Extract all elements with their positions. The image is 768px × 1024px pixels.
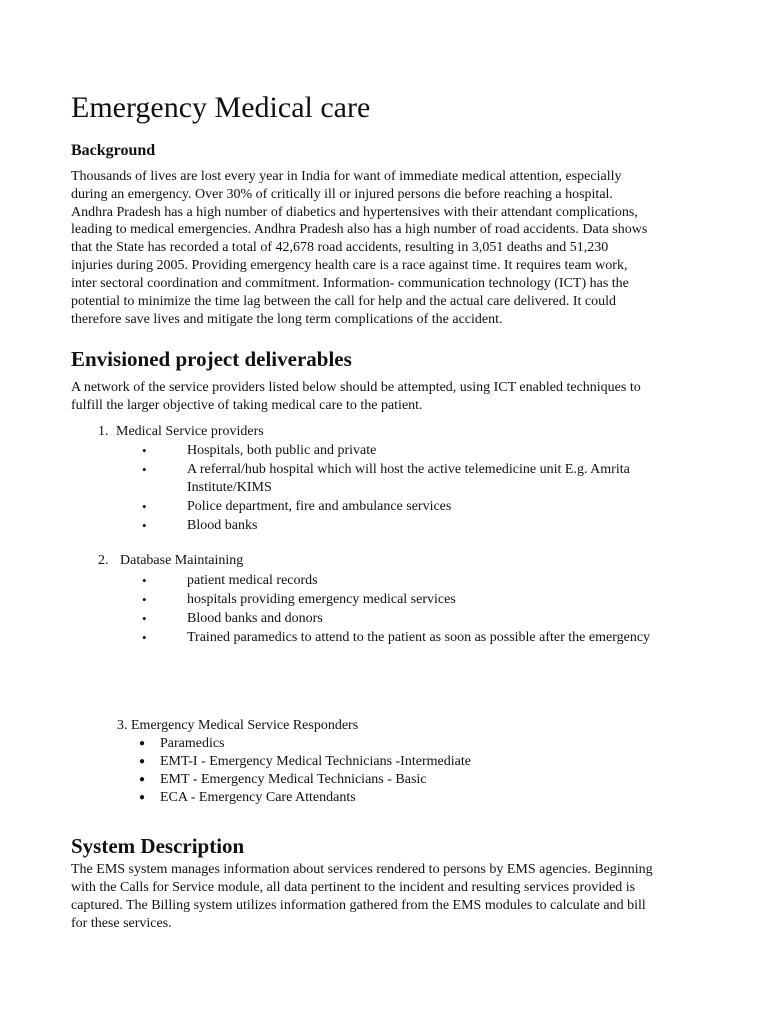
background-heading: Background <box>71 142 156 159</box>
background-line: Thousands of lives are lost every year in India for want of immediate medical attention, especially <box>71 169 622 184</box>
background-line: Andhra Pradesh has a high number of diabetics and hypertensives with their attendant complications, <box>71 205 638 220</box>
bullet-icon: • <box>142 592 147 607</box>
background-line: therefore save lives and mitigate the long term complications of the accident. <box>71 312 503 327</box>
system-description-heading: System Description <box>71 834 245 858</box>
bullet-icon: • <box>142 443 147 458</box>
bullet-icon: ● <box>139 738 146 749</box>
background-line: injuries during 2005. Providing emergency health care is a race against time. It requires team work, <box>71 258 628 273</box>
list-label: Database Maintaining <box>120 553 244 568</box>
list-label: Medical Service providers <box>116 424 264 439</box>
bullet-icon: • <box>142 573 147 588</box>
background-line: leading to medical emergencies. Andhra Pradesh also has a high number of road accidents. Data shows <box>71 222 648 237</box>
system-line: captured. The Billing system utilizes information gathered from the EMS modules to calculate and bill <box>71 898 646 913</box>
bullet-icon: • <box>142 518 147 533</box>
bullet-icon: ● <box>139 792 146 803</box>
system-line: for these services. <box>71 916 172 931</box>
bullet-icon: ● <box>139 774 146 785</box>
bullet-icon: ● <box>139 756 146 767</box>
bullet-icon: • <box>142 499 147 514</box>
list-label: 3. Emergency Medical Service Responders <box>117 718 359 733</box>
background-line: potential to minimize the time lag between the call for help and the actual care delivered. It could <box>71 294 617 309</box>
deliverables-intro-line: A network of the service providers listed below should be attempted, using ICT enabled techniques to <box>71 380 641 395</box>
background-line: during an emergency. Over 30% of critically ill or injured persons die before reaching a hospital. <box>71 187 613 202</box>
bullet-icon: • <box>142 611 147 626</box>
deliverables-heading: Envisioned project deliverables <box>71 347 352 371</box>
deliverables-intro-line: fulfill the larger objective of taking medical care to the patient. <box>71 398 423 413</box>
bullet-icon: • <box>142 630 147 645</box>
list-number: 2. <box>98 553 109 568</box>
bullet-icon: • <box>142 462 147 477</box>
background-line: inter sectoral coordination and commitment. Information- communication technology (ICT) has the <box>71 276 629 291</box>
system-line: The EMS system manages information about services rendered to persons by EMS agencies. Beginning <box>71 862 653 877</box>
document-title: Emergency Medical care <box>71 91 371 124</box>
system-line: with the Calls for Service module, all data pertinent to the incident and resulting services provided is <box>71 880 636 895</box>
list-number: 1. <box>98 424 109 439</box>
background-line: that the State has recorded a total of 42,678 road accidents, resulting in 3,051 deaths and 51,230 <box>71 240 609 255</box>
